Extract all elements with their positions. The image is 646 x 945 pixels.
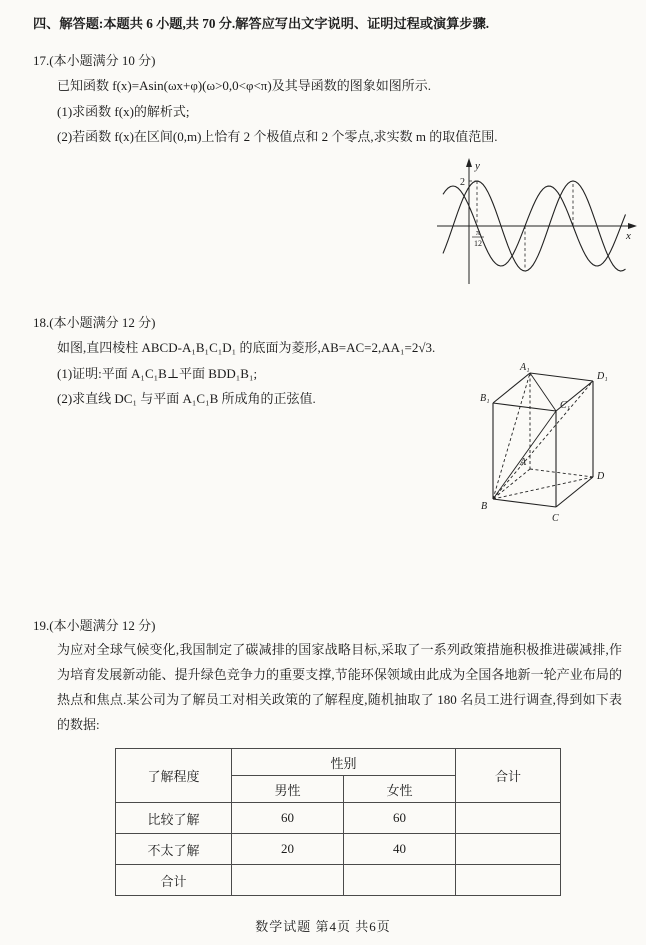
edge-A1B1 <box>493 373 530 403</box>
q19-intro: 为应对全球气候变化,我国制定了碳减排的国家战略目标,采取了一系列政策措施积极推进碳减排,作为培育发展新动能、提升绿色竞争力的重要支撑,节能环保领域由此成为全国各地新一轮产业布局的热点和焦点.某公司为了解员工对相关政策的了解程度,随机抽取了 180 名员工进行调查,得到如下表的数据: <box>57 642 622 733</box>
row-label: 不太了解 <box>116 834 232 865</box>
survey-table <box>115 748 561 896</box>
vertex-label-D: D <box>597 470 605 482</box>
table-row <box>116 803 561 834</box>
q18-part2: (2)求直线 DC₁ 与平面 A₁C₁B 所成角的正弦值. <box>57 390 316 406</box>
cell-male: 60 <box>232 803 344 834</box>
diagonal-BD <box>493 477 593 499</box>
table-header-female: 女性 <box>344 776 456 803</box>
q17-part2: (2)若函数 f(x)在区间(0,m)上恰有 2 个极值点和 2 个零点,求实数 m 的取值范围. <box>57 129 498 145</box>
vertex-label-C1: C₁ <box>560 399 571 411</box>
edge-AD <box>530 469 593 477</box>
table-row <box>116 865 561 896</box>
graph-x-label: x <box>626 229 631 242</box>
section-header: 四、解答题:本题共 6 小题,共 70 分.解答应写出文字说明、证明过程或演算步骤. <box>33 16 490 31</box>
vertex-label-A: A <box>520 456 527 468</box>
edge-BC <box>493 499 556 507</box>
diagonal-BA1 <box>493 373 530 499</box>
q17-number: 17.(本小题满分 10 分) <box>33 52 156 68</box>
question-18 <box>33 311 626 599</box>
cell-female: 60 <box>344 803 456 834</box>
vertex-label-A1: A₁ <box>520 361 530 373</box>
q18-prism-figure <box>480 357 612 531</box>
page-footer: 数学试题 第4页 共6页 <box>255 919 391 934</box>
question-17 <box>33 49 631 296</box>
q17-function-graph <box>431 154 631 296</box>
table-header-male: 男性 <box>232 776 344 803</box>
graph-ymax-label: 2 <box>460 176 465 188</box>
graph-frac-numerator: π <box>475 227 481 237</box>
cell-total <box>456 865 561 896</box>
table-row <box>116 834 561 865</box>
q18-part1: (1)证明:平面 A₁C₁B⊥平面 BDD₁B₁; <box>57 365 258 381</box>
q19-number: 19.(本小题满分 12 分) <box>33 617 156 633</box>
vertex-label-B: B <box>481 500 488 512</box>
prism-svg <box>480 357 612 527</box>
cell-male <box>232 865 344 896</box>
graph-frac-denominator: 12 <box>474 238 482 248</box>
table-header-total: 合计 <box>456 749 561 803</box>
cell-total <box>456 834 561 865</box>
row-label: 比较了解 <box>116 803 232 834</box>
cell-female: 40 <box>344 834 456 865</box>
cell-male: 20 <box>232 834 344 865</box>
q17-intro: 已知函数 f(x)=Asin(ωx+φ)(ω>0,0<φ<π)及其导函数的图象如图所示. <box>57 78 431 94</box>
cell-female <box>344 865 456 896</box>
question-19 <box>33 614 626 897</box>
vertex-label-C: C <box>552 512 559 524</box>
diagonal-BD1 <box>493 381 593 499</box>
table-header-gender: 性别 <box>232 749 456 776</box>
graph-y-label: y <box>475 159 480 172</box>
q18-number: 18.(本小题满分 12 分) <box>33 314 156 330</box>
vertex-label-B1: B₁ <box>480 392 490 404</box>
diagonal-A1C1 <box>530 373 556 411</box>
edge-D1A1 <box>530 373 593 381</box>
q17-part1: (1)求函数 f(x)的解析式; <box>57 103 190 119</box>
cell-total <box>456 803 561 834</box>
q18-intro: 如图,直四棱柱 ABCD-A₁B₁C₁D₁ 的底面为菱形,AB=AC=2,AA₁=2√3. <box>57 340 436 356</box>
diagonal-BC1 <box>493 411 556 499</box>
sine-graph-svg <box>431 154 641 292</box>
edge-B1C1 <box>493 403 556 411</box>
row-label: 合计 <box>116 865 232 896</box>
y-axis-arrow-icon <box>466 158 472 167</box>
x-axis-arrow-icon <box>628 223 637 229</box>
vertex-label-D1: D₁ <box>597 370 608 382</box>
table-header-level: 了解程度 <box>116 749 232 803</box>
